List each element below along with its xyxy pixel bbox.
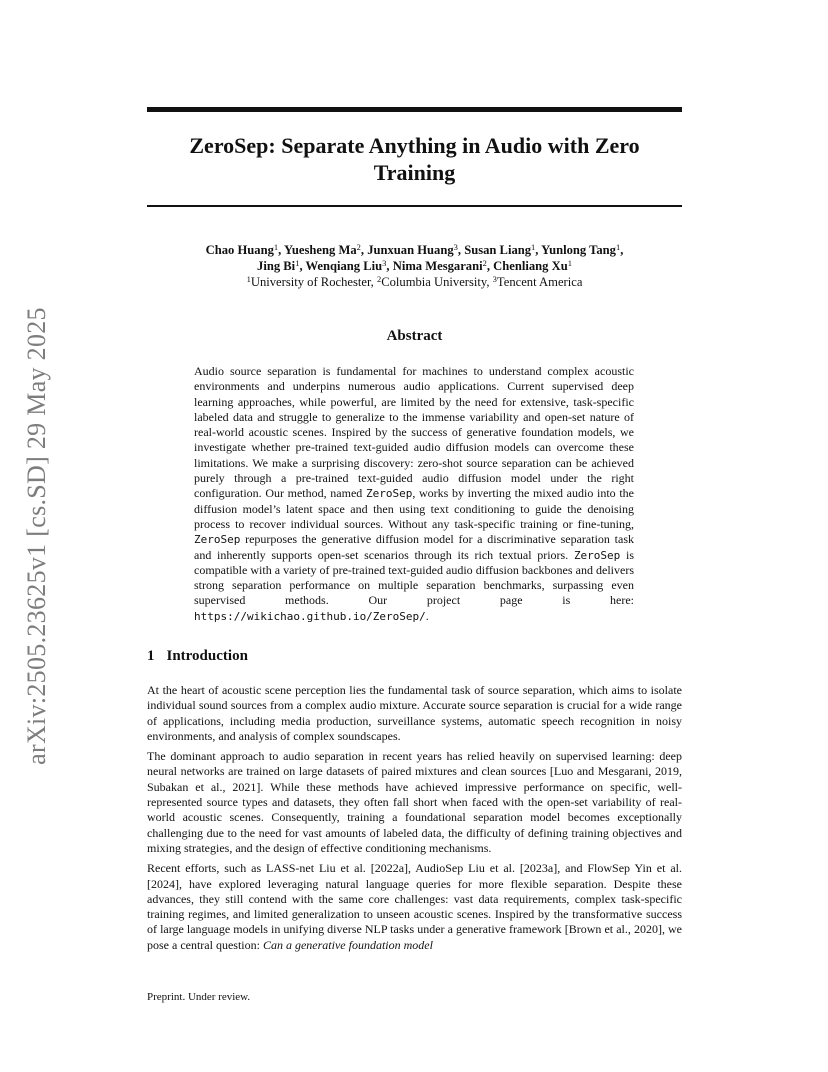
abstract-text: repurposes the generative diffusion model for a discriminative separation task and inherently supports open-set scenarios through its rich textual priors. — [194, 532, 634, 562]
author-affiliation-mark: 1 — [615, 242, 621, 252]
paragraph: The dominant approach to audio separation in recent years has relied heavily on supervised learning: deep neural networks are trained on large datasets of paired mixtures and clean sources [Luo and Mesgarani, 2019, Subakan et al., 2021]. While these methods have achieved impressive performance on specific, well-represented source types and datasets, they often fall short when faced with the open-set variability of real-world acoustic scenes. Consequently, training a foundational separation model becomes exceptionally challenging due to the need for vast amounts of labeled data, the difficulty of defining training objectives and mixing strategies, and the design of effective conditioning mechanisms. — [147, 749, 682, 855]
author-name: Junxuan Huang — [367, 243, 454, 257]
author-name: Nima Mesgarani — [392, 259, 483, 273]
project-page-link[interactable]: https://wikichao.github.io/ZeroSep/ — [194, 609, 426, 623]
abstract-text: Audio source separation is fundamental for machines to understand complex acoustic environments and underpins numerous audio applications. Current supervised deep learning approaches, while powerful, are limited by the need for extensive, task-specific labeled data and struggle to generalize to the immense variability and open-set nature of real-world acoustic scenes. Inspired by the success of generative foundation models, we investigate whether pre-trained text-guided audio diffusion models can overcome these limitations. We make a surprising discovery: zero-shot source separation can be achieved purely through a pre-trained text-guided audio diffusion model under the right configuration. Our method, named — [194, 364, 634, 501]
author-name: Chao Huang — [205, 243, 274, 257]
author-affiliation-mark: 1 — [567, 258, 572, 268]
method-name: ZeroSep — [573, 548, 621, 562]
section-heading-introduction — [147, 648, 248, 665]
author-affiliation-mark: 2 — [356, 242, 361, 252]
section-number: 1 — [147, 648, 155, 664]
method-name: ZeroSep — [365, 487, 413, 501]
author-affiliation-mark: 3 — [453, 242, 458, 252]
author-name: Wenqiang Liu — [305, 259, 383, 273]
abstract-text: , works by inverting the mixed audio into the diffusion model’s latent space and then using text conditioning to guide the denoising process to recover individual sources. Without any task-specific training or fine-tuning, — [194, 486, 634, 531]
affiliation-name: University of Rochester — [250, 275, 371, 289]
paragraph — [147, 861, 682, 953]
title-bottom-rule — [147, 205, 682, 207]
abstract-text: . — [425, 608, 429, 623]
abstract-body — [194, 364, 634, 624]
affiliation-number: 2 — [376, 274, 382, 284]
author-affiliation-mark: 2 — [482, 258, 487, 268]
author-name: Chenliang Xu — [493, 259, 568, 273]
arxiv-identifier — [22, 296, 52, 776]
affiliation-number: 3 — [492, 274, 497, 284]
affiliation-number: 1 — [246, 274, 251, 284]
paragraph: At the heart of acoustic scene perception lies the fundamental task of source separation, which aims to isolate individual sound sources from a complex audio mixture. Accurate source separation is crucial for a wide range of applications, including media production, surveillance systems, automatic speech recognition in noisy environments, and analysis of complex soundscapes. — [147, 683, 682, 743]
section-title: Introduction — [166, 648, 248, 664]
affiliation-list: $^1$University of Rochester, $^2$Columbia University, $^3$Tencent America — [246, 274, 583, 289]
paper-title: ZeroSep: Separate Anything in Audio with Zero Training — [189, 133, 640, 185]
abstract-heading: Abstract — [386, 328, 443, 344]
author-list: Chao Huang$^1$, Yuesheng Ma$^2$, Junxuan Huang$^3$, Susan Liang$^1$, Yunlong Tang$^1$, Jing Bi$^1$, Wenqiang Liu$^3$, Nima Mesgarani$^2$, Chenliang Xu$^1$ — [205, 242, 624, 273]
affiliation-name: Columbia University — [381, 275, 487, 289]
author-affiliation-mark: 1 — [273, 242, 279, 252]
footer-note: Preprint. Under review. — [147, 991, 251, 1003]
affiliation-name: Tencent America — [496, 275, 583, 289]
method-name: ZeroSep — [194, 533, 241, 547]
author-name: Susan Liang — [464, 243, 532, 257]
paragraph-text: Recent efforts, such as LASS-net Liu et al. [2022a], AudioSep Liu et al. [2023a], and FlowSep Yin et al. [2024], have explored leveraging natural language queries for more flexible separation. Despite these advances, they still contend with the same core challenges: vast data requirements, complex task-specific training regimes, and limited generalization to unseen acoustic scenes. Inspired by the transformative success of large language models in unifying diverse NLP tasks under a generative framework [Brown et al., 2020], we pose a central question: — [147, 861, 682, 952]
research-question: Can a generative foundation model — [262, 937, 433, 952]
author-affiliation-mark: 3 — [382, 258, 387, 268]
arxiv-identifier-text: arXiv:2505.23625v1 [cs.SD] 29 May 2025 — [22, 307, 52, 765]
title-top-rule — [147, 107, 682, 112]
author-affiliation-mark: 1 — [295, 258, 300, 268]
author-name: Jing Bi — [257, 259, 296, 273]
author-affiliation-mark: 1 — [531, 242, 536, 252]
author-name: Yuesheng Ma — [283, 243, 357, 257]
abstract-text: is compatible with a variety of pre-trained text-guided audio diffusion backbones and delivers strong separation performance on multiple separation benchmarks, surpassing even supervised methods. Our project page is here: — [194, 547, 635, 608]
author-block — [160, 242, 669, 290]
introduction-body — [147, 683, 682, 958]
author-name: Yunlong Tang — [541, 243, 616, 257]
